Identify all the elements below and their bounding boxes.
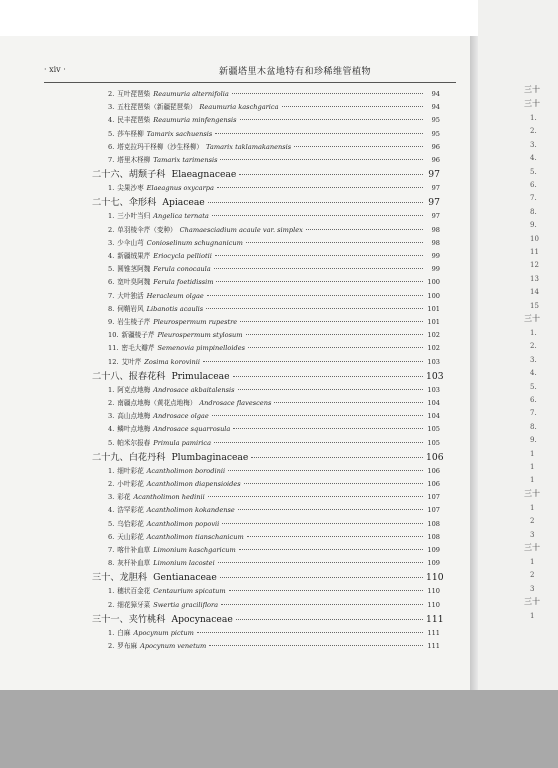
chinese-name: 少伞山芎: [117, 238, 144, 247]
dot-leader: [216, 280, 423, 282]
facing-page-text: 1: [530, 503, 535, 512]
chinese-name: 五柱琵琶柴（新疆琵琶柴）: [117, 103, 197, 112]
chinese-name: 伺鞘岩风: [117, 304, 144, 313]
entry-number: 5.: [108, 519, 115, 528]
toc-species-entry: [0, 423, 440, 436]
dot-leader: [282, 105, 423, 107]
dot-leader: [233, 427, 423, 429]
facing-page-text: 7.: [530, 409, 537, 418]
chinese-name: 浩罕彩花: [117, 506, 144, 515]
toc-species-entry: [0, 114, 440, 127]
latin-name: Elaeagnus oxycarpa: [146, 184, 214, 193]
page-ref: 97: [431, 212, 440, 221]
latin-name: Apocynaceae: [171, 613, 233, 625]
toc-species-entry: [0, 342, 440, 355]
page-ref: 103: [427, 385, 440, 394]
toc-species-entry: [0, 544, 440, 557]
dot-leader: [208, 495, 423, 497]
toc-species-entry: [0, 101, 440, 114]
toc-species-entry: [0, 437, 440, 450]
facing-page-text: 6.: [530, 396, 537, 404]
latin-name: Primulaceae: [171, 370, 230, 382]
latin-name: Angelica ternata: [153, 212, 209, 221]
dot-leader: [217, 186, 423, 188]
chinese-name: 新疆绒果芹: [117, 252, 151, 260]
facing-page-text: 8.: [530, 422, 537, 431]
latin-name: Pleurospermum stylosum: [157, 331, 243, 340]
facing-page-text: 4.: [530, 154, 537, 163]
facing-page-text: 三十: [524, 488, 540, 498]
page-ref: 94: [431, 90, 440, 98]
chinese-name: 高山点地梅: [117, 412, 151, 421]
entry-number: 1.: [108, 385, 115, 394]
page-ref: 105: [427, 438, 440, 447]
dot-leader: [212, 414, 423, 416]
chinese-name: 阿克点地梅: [117, 385, 151, 394]
toc-species-entry: [0, 303, 440, 316]
latin-name: Limonium kaschgaricum: [153, 546, 236, 554]
book-title: 新疆塔里木盆地特有和珍稀维管植物: [219, 67, 372, 77]
toc-species-entry: [0, 182, 440, 195]
dot-leader: [233, 375, 423, 377]
page-ref: 109: [427, 559, 440, 568]
latin-name: Androsace olgae: [153, 412, 209, 421]
dot-leader: [246, 333, 423, 335]
chinese-name: 互叶琵琶柴: [117, 90, 151, 98]
page-gutter: [470, 36, 478, 690]
toc-species-entry: [0, 88, 440, 101]
entry-number: 1.: [108, 184, 115, 193]
facing-page-text: 9.: [530, 221, 537, 230]
latin-name: Acantholimon popovii: [146, 519, 220, 528]
page-ref: 109: [427, 546, 440, 554]
facing-page-text: 6.: [530, 181, 537, 189]
page-ref: 102: [427, 344, 440, 353]
entry-number: 2.: [108, 642, 115, 650]
toc-species-entry: [0, 263, 440, 276]
toc-species-entry: [0, 518, 440, 531]
dot-leader: [248, 346, 423, 348]
entry-number: 3.: [108, 103, 115, 112]
page-ref: 97: [428, 169, 440, 181]
latin-name: Acantholimon kokandense: [146, 506, 235, 515]
latin-name: Acantholimon borodinii: [146, 466, 226, 475]
page-ref: 98: [431, 225, 440, 234]
entry-number: 1.: [108, 466, 115, 475]
entry-number: 6.: [108, 278, 115, 287]
toc-species-entry: [0, 329, 440, 342]
toc-species-entry: [0, 356, 440, 369]
dot-leader: [238, 508, 423, 510]
page-ref: 111: [426, 613, 444, 625]
facing-page-text: 2.: [530, 342, 537, 351]
entry-number: 6.: [108, 142, 115, 151]
toc-family-entry: [0, 370, 444, 384]
dot-leader: [238, 388, 423, 390]
entry-number: 1.: [108, 587, 115, 596]
chinese-name: 罗布麻: [117, 642, 138, 650]
toc-family-entry: [0, 613, 444, 627]
entry-number: 7.: [108, 291, 115, 300]
dot-leader: [208, 201, 423, 203]
chinese-name: 单羽棱伞芹（变种）: [117, 225, 177, 234]
dot-leader: [229, 589, 423, 591]
chinese-name: 喀什补血草: [117, 546, 151, 554]
page-ref: 103: [426, 370, 444, 382]
page-ref: 99: [431, 252, 440, 260]
dot-leader: [240, 118, 423, 120]
page-header: [44, 65, 454, 79]
dot-leader: [306, 228, 423, 230]
facing-page-text: 4.: [530, 369, 537, 378]
page-ref: 102: [427, 331, 440, 340]
entry-number: 8.: [108, 559, 115, 568]
chinese-name: 南疆点地梅（黄花点地梅）: [117, 399, 197, 407]
toc-species-entry: [0, 141, 440, 154]
facing-page-text: 12: [530, 261, 539, 270]
page-ref: 108: [427, 519, 440, 528]
latin-name: Zosima korovinii: [144, 357, 200, 366]
toc-species-entry: [0, 504, 440, 517]
entry-number: 9.: [108, 318, 115, 326]
facing-page-text: 三十: [524, 597, 540, 607]
chinese-name: 岩生棱子芹: [117, 318, 151, 326]
dot-leader: [222, 522, 423, 524]
toc-species-entry: [0, 210, 440, 223]
page-ref: 110: [427, 587, 440, 596]
chinese-name: 大叶独活: [117, 291, 144, 300]
dot-leader: [236, 618, 423, 620]
chinese-name: 白麻: [117, 628, 131, 637]
dot-leader: [294, 145, 423, 147]
entry-number: 1.: [108, 628, 115, 637]
entry-number: 4.: [108, 506, 115, 515]
latin-name: Tamarix tarimensis: [153, 156, 218, 164]
toc-species-entry: [0, 224, 440, 237]
page-ref: 97: [431, 184, 440, 193]
chinese-name: 帕米尔报春: [117, 438, 151, 447]
dot-leader: [220, 576, 423, 578]
toc-species-entry: [0, 128, 440, 141]
page-ref: 106: [427, 466, 440, 475]
dot-leader: [203, 360, 423, 362]
entry-number: 4.: [108, 425, 115, 434]
latin-name: Acantholimon hedinii: [133, 493, 205, 502]
page-ref: 106: [426, 451, 444, 463]
dot-leader: [207, 294, 423, 296]
entry-number: 2.: [108, 90, 115, 98]
entry-number: 11.: [108, 344, 119, 353]
latin-name: Libanotis acaulis: [146, 304, 204, 313]
page-ref: 95: [431, 129, 440, 138]
entry-number: 6.: [108, 532, 115, 541]
chinese-name: 小叶彩花: [117, 480, 144, 488]
facing-page-text: 5.: [530, 382, 537, 391]
toc-species-entry: [0, 237, 440, 250]
facing-page-text: 1: [530, 612, 535, 621]
latin-name: Ferula foetidissim: [153, 278, 214, 287]
dot-leader: [251, 456, 423, 458]
chinese-name: 二十九、白花丹科: [92, 451, 166, 463]
dot-leader: [215, 132, 423, 134]
latin-name: Conioselinum schugnanicum: [146, 238, 243, 247]
chinese-name: 三小叶当归: [117, 212, 151, 221]
facing-page-text: 10: [530, 234, 539, 243]
latin-name: Tamarix taklamakanensis: [206, 142, 292, 151]
facing-page-text: 3: [530, 530, 535, 539]
page-ref: 111: [427, 628, 440, 637]
entry-number: 2.: [108, 600, 115, 609]
dot-leader: [214, 267, 423, 269]
page-ref: 101: [427, 318, 440, 326]
chinese-name: 塔里木柽柳: [117, 156, 151, 164]
entry-number: 10.: [108, 331, 119, 340]
toc-species-entry: [0, 250, 440, 263]
toc-species-entry: [0, 585, 440, 598]
chinese-name: 天山彩花: [117, 532, 144, 541]
facing-page-text: 1: [530, 463, 535, 471]
facing-page-text: 15: [530, 301, 539, 310]
entry-number: 1.: [108, 212, 115, 221]
latin-name: Centaurium spicatum: [153, 587, 226, 596]
latin-name: Androsace flavescens: [199, 399, 272, 407]
facing-page-text: 3.: [530, 355, 537, 364]
chinese-name: 新疆棱子芹: [121, 331, 155, 340]
entry-number: 7.: [108, 546, 115, 554]
dot-leader: [244, 482, 423, 484]
page-ref: 107: [427, 506, 440, 515]
dot-leader: [212, 214, 423, 216]
chinese-name: 三十一、夹竹桃科: [92, 613, 166, 625]
toc-species-entry: [0, 640, 440, 653]
header-rule: [44, 82, 456, 83]
chinese-name: 圆锥茎阿魏: [117, 265, 151, 274]
entry-number: 2.: [108, 480, 115, 488]
toc-species-entry: [0, 627, 440, 640]
page-ref: 103: [427, 357, 440, 366]
chinese-name: 三十、龙胆科: [92, 572, 148, 584]
toc-species-entry: [0, 599, 440, 612]
page-ref: 99: [431, 265, 440, 274]
chinese-name: 密毛大瓣芹: [121, 344, 155, 353]
latin-name: Semenovia pimpinelloides: [157, 344, 245, 353]
chinese-name: 二十七、伞形科: [92, 197, 157, 209]
entry-number: 4.: [108, 252, 115, 260]
facing-page-text: 11: [530, 248, 539, 256]
page-ref: 94: [431, 103, 440, 112]
page-ref: 100: [427, 291, 440, 300]
page-ref: 107: [427, 493, 440, 502]
facing-page-text: 三十: [524, 99, 540, 108]
latin-name: Primula pamirica: [153, 438, 211, 447]
page-ref: 101: [427, 304, 440, 313]
chinese-name: 细叶彩花: [117, 466, 144, 475]
facing-page-text: 8.: [530, 207, 537, 216]
page-ref: 100: [427, 278, 440, 287]
dot-leader: [232, 92, 423, 94]
entry-number: 3.: [108, 493, 115, 502]
chinese-name: 宽叶臭阿魏: [117, 278, 151, 287]
page-ref: 95: [431, 116, 440, 125]
facing-page-text: 三十: [524, 314, 540, 323]
dot-leader: [239, 548, 423, 550]
page-ref: 110: [427, 600, 440, 609]
toc-species-entry: [0, 384, 440, 397]
chinese-name: 灰杆补血草: [117, 559, 151, 568]
toc-species-entry: [0, 154, 440, 167]
chinese-name: 二十六、胡颓子科: [92, 169, 166, 181]
latin-name: Pleurospermum rupestre: [153, 318, 238, 326]
toc-species-entry: [0, 465, 440, 478]
facing-page-text: 2: [530, 571, 535, 580]
latin-name: Elaeagnaceae: [171, 169, 237, 181]
entry-number: 4.: [108, 116, 115, 125]
page-ref: 96: [431, 156, 440, 164]
facing-page-text: 三十: [524, 85, 540, 94]
entry-number: 3.: [108, 238, 115, 247]
dot-leader: [209, 644, 423, 646]
page-ref: 104: [427, 412, 440, 421]
page-number: · xiv ·: [44, 65, 66, 74]
page-ref: 98: [431, 238, 440, 247]
latin-name: Ferula conocaula: [153, 265, 211, 274]
facing-page-text: 3.: [530, 140, 537, 149]
page-ref: 108: [427, 532, 440, 541]
chinese-name: 莎车柽柳: [117, 129, 144, 138]
facing-page-text: 7.: [530, 194, 537, 203]
facing-page-text: 2.: [530, 127, 537, 136]
facing-page-text: 13: [530, 274, 539, 283]
entry-number: 7.: [108, 156, 115, 164]
facing-page-text: 1: [530, 476, 535, 485]
dot-leader: [206, 307, 423, 309]
latin-name: Limonium lacostei: [153, 559, 215, 568]
dot-leader: [239, 173, 423, 175]
toc-family-entry: [0, 168, 440, 182]
toc-species-entry: [0, 276, 440, 289]
chinese-name: 二十八、报春花科: [92, 370, 166, 382]
chinese-name: 乌恰彩花: [117, 519, 144, 528]
latin-name: Apocynum venetum: [140, 642, 207, 650]
chinese-name: 穗状百金花: [117, 587, 151, 596]
dot-leader: [220, 158, 423, 160]
toc-family-entry: [0, 196, 440, 210]
dot-leader: [240, 320, 423, 322]
scanner-background-top: [0, 0, 558, 36]
facing-page-text: 1.: [530, 329, 537, 337]
entry-number: 5.: [108, 438, 115, 447]
toc-family-entry: [0, 571, 444, 585]
toc-species-entry: [0, 290, 440, 303]
entry-number: 2.: [108, 225, 115, 234]
page-ref: 96: [431, 142, 440, 151]
latin-name: Androsace akbaitalensis: [153, 385, 235, 394]
page-ref: 105: [427, 425, 440, 434]
latin-name: Eriocycla pelliotii: [153, 252, 212, 260]
latin-name: Reaumuria alternifolia: [153, 90, 229, 98]
page-ref: 106: [427, 480, 440, 488]
chinese-name: 鳞叶点地梅: [117, 425, 151, 434]
dot-leader: [197, 631, 423, 633]
chinese-name: 细花獐牙菜: [117, 600, 151, 609]
facing-page-text: 1: [530, 449, 535, 458]
facing-page-text: 3: [530, 584, 535, 593]
chinese-name: 塔克拉玛干柽柳（沙生柽柳）: [117, 142, 204, 151]
latin-name: Androsace squarrosula: [153, 425, 231, 434]
toc-species-entry: [0, 397, 440, 410]
toc-species-entry: [0, 316, 440, 329]
facing-page-text: 三十: [524, 543, 540, 552]
dot-leader: [221, 603, 423, 605]
latin-name: Reaumuria minfengensis: [153, 116, 237, 125]
entry-number: 5.: [108, 265, 115, 274]
page-ref: 111: [427, 642, 440, 650]
latin-name: Acantholimon diapensioides: [146, 480, 241, 488]
toc-species-entry: [0, 478, 440, 491]
toc-species-entry: [0, 557, 440, 570]
latin-name: Acantholimon tianschanicum: [146, 532, 244, 541]
dot-leader: [214, 441, 423, 443]
page-ref: 104: [427, 399, 440, 407]
latin-name: Heracleum olgae: [146, 291, 204, 300]
dot-leader: [246, 241, 423, 243]
dot-leader: [215, 254, 423, 256]
latin-name: Chamaesciadium acaule var. simplex: [179, 225, 303, 234]
latin-name: Apiaceae: [162, 197, 205, 209]
dot-leader: [274, 401, 423, 403]
toc-family-entry: [0, 451, 444, 465]
toc-species-entry: [0, 531, 440, 544]
chinese-name: 民丰琵琶柴: [117, 116, 151, 125]
latin-name: Apocynum pictum: [133, 628, 194, 637]
chinese-name: 尖果沙枣: [117, 184, 144, 193]
page-ref: 97: [428, 197, 440, 209]
page-ref: 110: [426, 572, 444, 584]
entry-number: 12.: [108, 357, 119, 366]
chinese-name: 彩花: [117, 493, 131, 502]
toc-species-entry: [0, 410, 440, 423]
entry-number: 2.: [108, 399, 115, 407]
entry-number: 8.: [108, 304, 115, 313]
entry-number: 5.: [108, 129, 115, 138]
facing-page-text: 14: [530, 288, 539, 297]
chinese-name: 艾叶芹: [121, 357, 142, 366]
latin-name: Plumbaginaceae: [171, 451, 249, 463]
entry-number: 3.: [108, 412, 115, 421]
facing-page-text: 1.: [530, 114, 537, 122]
latin-name: Reaumuria kaschgarica: [199, 103, 279, 112]
facing-page-text: 2: [530, 517, 535, 526]
facing-page-fragment: [478, 0, 558, 690]
latin-name: Swertia graciliflora: [153, 600, 219, 609]
dot-leader: [228, 469, 423, 471]
latin-name: Tamarix sachuensis: [146, 129, 213, 138]
latin-name: Gentianaceae: [153, 572, 217, 584]
facing-page-text: 1: [530, 558, 535, 566]
scanner-background-bottom: [0, 690, 558, 768]
dot-leader: [218, 561, 423, 563]
toc-species-entry: [0, 491, 440, 504]
dot-leader: [247, 535, 423, 537]
facing-page-text: 5.: [530, 167, 537, 176]
facing-page-text: 9.: [530, 436, 537, 445]
